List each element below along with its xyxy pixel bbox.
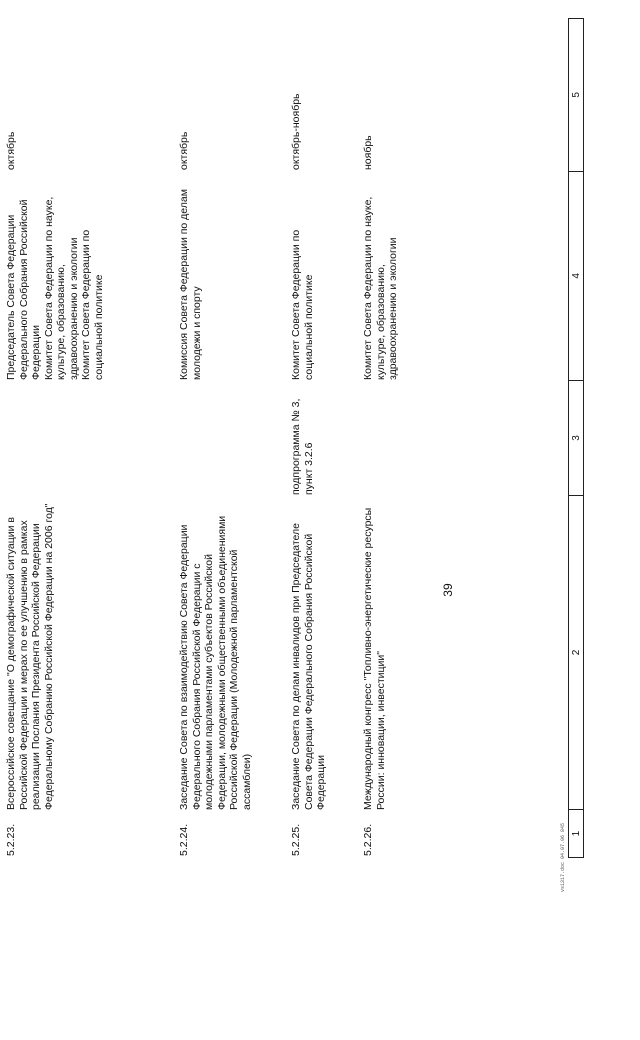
date-cell: октябрь-ноябрь bbox=[290, 93, 302, 170]
header-col-5: 5 bbox=[570, 92, 582, 98]
header-col-1: 1 bbox=[569, 809, 583, 857]
event-cell: Заседание Совета по взаимодействию Совета Федерации Федерального Собрания Российской Федерации с молодежными парламентами субъектов Российской Федерации, молодежными общественными объединениями Российской Федерации (Молодежной парламентской ассамблеи) bbox=[178, 515, 253, 810]
responsible-cell: Комитет Совета Федерации по социальной политике bbox=[290, 229, 315, 380]
responsible-cell: Комиссия Совета Федерации по делам молодежи и спорту bbox=[178, 189, 203, 380]
date-cell: октябрь bbox=[178, 131, 190, 170]
header-col-2: 2 bbox=[569, 495, 583, 809]
table-row bbox=[5, 18, 105, 858]
row-number: 5.2.23. bbox=[5, 823, 17, 856]
basis-cell: подпрограмма № 3, пункт 3.2.6 bbox=[290, 398, 315, 495]
table-row bbox=[178, 18, 253, 858]
table-row bbox=[290, 18, 328, 858]
column-number-header bbox=[568, 18, 584, 858]
row-number: 5.2.24. bbox=[178, 823, 190, 856]
header-col-4: 4 bbox=[569, 171, 583, 381]
row-number: 5.2.26. bbox=[362, 823, 374, 856]
basis-cell bbox=[178, 380, 253, 495]
basis-cell bbox=[362, 380, 400, 495]
header-col-3: 3 bbox=[569, 380, 583, 495]
basis-cell bbox=[5, 380, 105, 495]
page-number: 39 bbox=[441, 583, 455, 597]
row-number: 5.2.25. bbox=[290, 823, 302, 856]
event-cell: Заседание Совета по делам инвалидов при Председателе Совета Федерации Федерального Собрания Российской Федерации bbox=[290, 522, 327, 810]
date-cell: октябрь bbox=[5, 131, 17, 170]
event-cell: Всероссийское совещание "О демографической ситуации в Российской Федерации и мерах по ее улучшению в рамках реализации Послания Президента Российской Федерации Федеральному Собранию Российской Федерации на 2006 год" bbox=[5, 503, 55, 810]
date-cell: ноябрь bbox=[362, 135, 374, 170]
table-row bbox=[362, 18, 400, 858]
event-cell: Международный конгресс "Топливно-энергетические ресурсы России: инновации, инвестиции" bbox=[362, 507, 387, 810]
responsible-cell: Председатель Совета Федерации Федерального Собрания Российской Федерации Комитет Совета Федерации по науке, культуре, образованию, здравоохранению и экологии Комитет Совета Федерации по социальной политике bbox=[5, 196, 105, 380]
responsible-cell: Комитет Совета Федерации по науке, культуре, образованию, здравоохранению и экологии bbox=[362, 196, 399, 380]
document-code: vs1317.doc 04.07.06 845 bbox=[560, 822, 566, 892]
